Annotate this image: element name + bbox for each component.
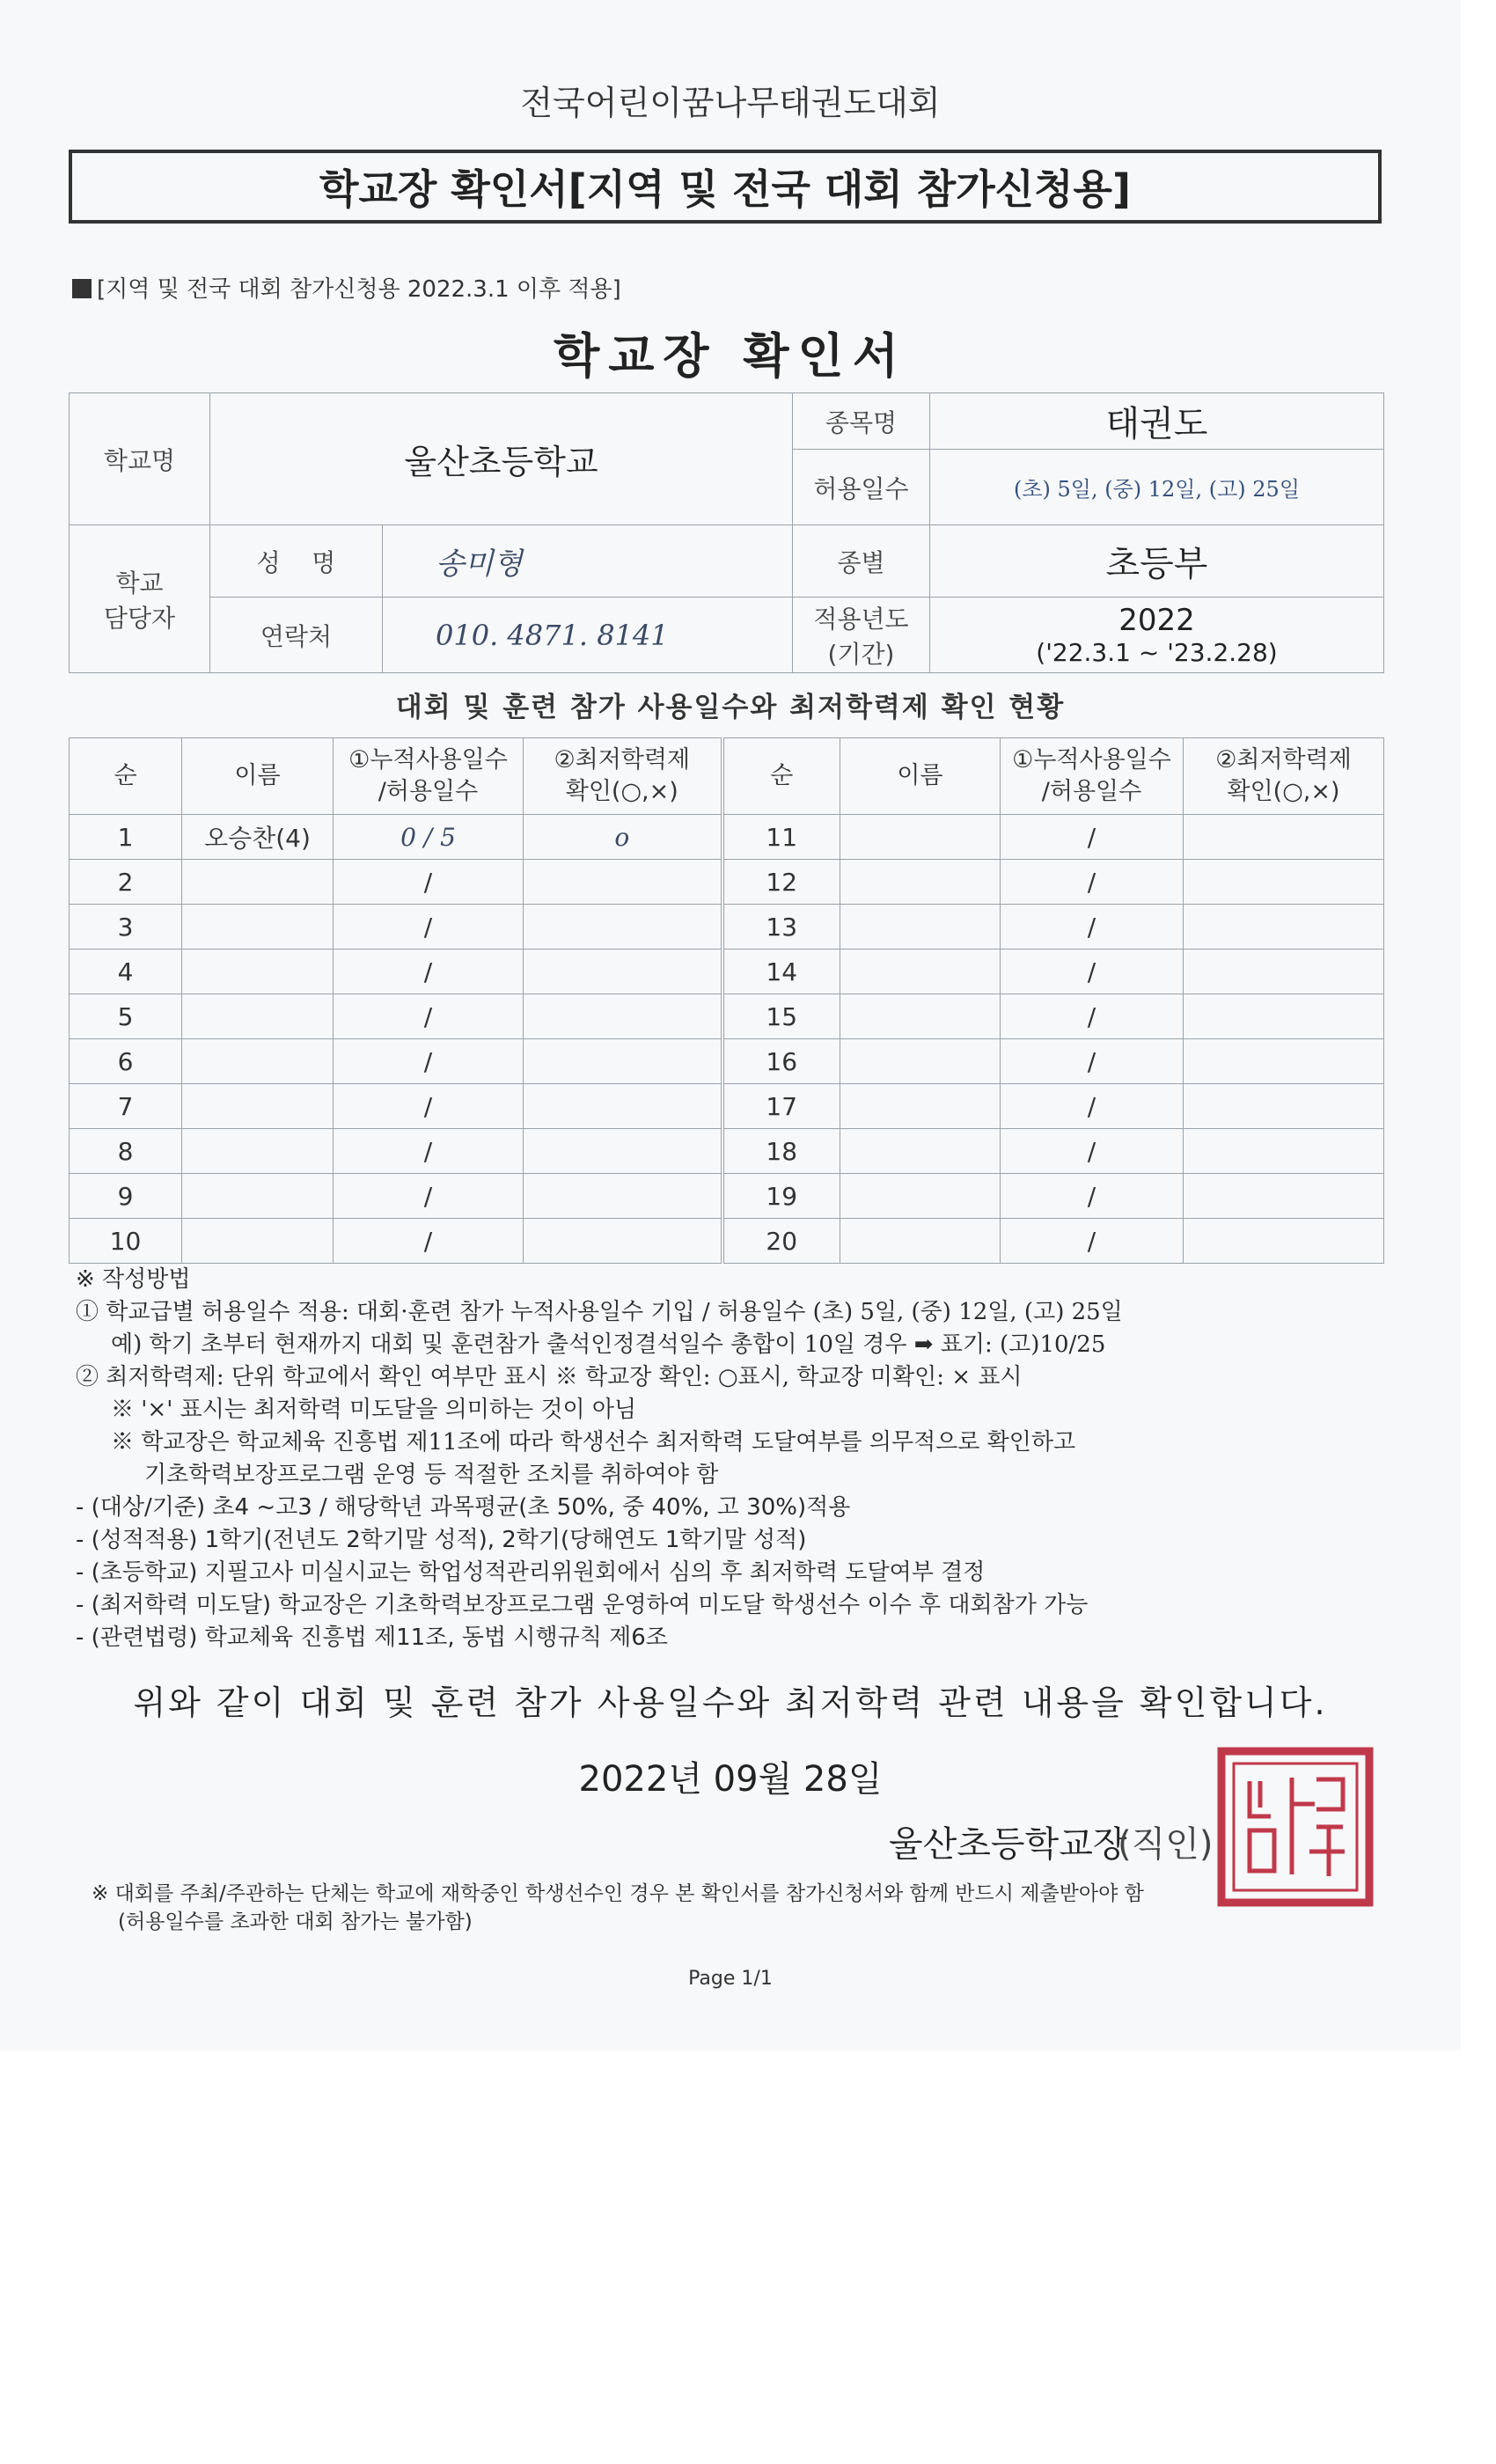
min-grade-check xyxy=(524,1129,722,1174)
table-row xyxy=(70,1039,1384,1084)
year-label-line1: 적용년도 xyxy=(813,604,909,634)
student-name xyxy=(840,1129,1001,1174)
col-check-line2: 확인(○,×) xyxy=(565,778,678,805)
days-used: / xyxy=(334,1084,524,1129)
col-name-header: 이름 xyxy=(182,738,334,815)
days-used: / xyxy=(334,1174,524,1219)
note-item1-b: 예) 학기 초부터 현재까지 대회 및 훈련참가 출석인정결석일수 총합이 10일 경우 ➡ 표기: (고)10/25 xyxy=(111,1331,1106,1358)
footnote-line2: (허용일수를 초과한 대회 참가는 불가함) xyxy=(118,1910,473,1933)
table-row xyxy=(70,815,1384,860)
note-item1-a: ① 학교급별 허용일수 적용: 대회·훈련 참가 누적사용일수 기입 / 허용일수 (초) 5일, (중) 12일, (고) 25일 xyxy=(76,1299,1123,1325)
table-row xyxy=(70,860,1384,905)
min-grade-check xyxy=(524,1084,722,1129)
school-label: 학교명 xyxy=(70,393,210,525)
student-name xyxy=(182,1174,334,1219)
seal-glyphs xyxy=(1250,1778,1345,1876)
min-grade-check xyxy=(1184,1219,1384,1264)
min-grade-check xyxy=(524,1219,722,1264)
days-used: / xyxy=(334,860,524,905)
table-row xyxy=(70,1084,1384,1129)
row-number: 20 xyxy=(722,1219,840,1264)
student-name xyxy=(840,905,1001,950)
student-name xyxy=(840,1039,1001,1084)
note-bullet3: - (초등학교) 지필고사 미실시교는 학업성적관리위원회에서 심의 후 최저학력 도달여부 결정 xyxy=(76,1559,986,1586)
student-name xyxy=(840,815,1001,860)
note-item2-c: ※ 학교장은 학교체육 진흥법 제11조에 따라 학생선수 최저학력 도달여부를 의무적으로 확인하고 xyxy=(111,1429,1076,1456)
days-used: / xyxy=(1001,860,1184,905)
col-days-line1: ①누적사용일수 xyxy=(348,745,508,774)
year-number: 2022 xyxy=(1118,603,1195,638)
student-name xyxy=(182,994,334,1039)
min-grade-check xyxy=(1184,994,1384,1039)
min-grade-check xyxy=(524,994,722,1039)
col-days-header-right xyxy=(1001,738,1184,815)
event-title: 전국어린이꿈나무태권도대회 xyxy=(520,84,941,122)
table-row xyxy=(70,1174,1384,1219)
row-number: 17 xyxy=(722,1084,840,1129)
contact-person-label-line2: 담당자 xyxy=(103,603,176,633)
row-number: 12 xyxy=(722,860,840,905)
min-grade-check xyxy=(1184,1129,1384,1174)
col-check-header-right xyxy=(1184,738,1384,815)
row-number: 7 xyxy=(70,1084,182,1129)
phone-label: 연락처 xyxy=(210,598,383,673)
year-label xyxy=(793,598,930,673)
min-grade-check xyxy=(1184,950,1384,994)
division-value: 초등부 xyxy=(930,525,1384,598)
scope-note xyxy=(72,271,621,304)
days-used: 0 / 5 xyxy=(334,815,524,860)
year-period: ('22.3.1 ~ '23.2.28) xyxy=(1036,638,1278,667)
days-used: / xyxy=(334,1129,524,1174)
col-no-header-right: 순 xyxy=(722,738,840,815)
min-grade-check xyxy=(1184,1174,1384,1219)
banner-title: 학교장 확인서[지역 및 전국 대회 참가신청용] xyxy=(69,150,1382,224)
col-days-line2: /허용일수 xyxy=(378,778,479,805)
contact-name-handwritten: 송미형 xyxy=(383,525,793,598)
row-number: 16 xyxy=(722,1039,840,1084)
row-number: 13 xyxy=(722,905,840,950)
principal-name: 울산초등학교장 xyxy=(889,1824,1127,1865)
min-grade-check xyxy=(524,860,722,905)
section-heading: 대회 및 훈련 참가 사용일수와 최저학력제 확인 현황 xyxy=(395,692,1066,723)
contact-person-label xyxy=(70,525,210,673)
year-label-line2: (기간) xyxy=(827,639,895,669)
student-name xyxy=(840,1084,1001,1129)
days-used: / xyxy=(1001,994,1184,1039)
days-used: / xyxy=(1001,1174,1184,1219)
col-check-header xyxy=(524,738,722,815)
days-used: / xyxy=(1001,1129,1184,1174)
min-grade-check xyxy=(1184,1039,1384,1084)
table-row xyxy=(70,1129,1384,1174)
min-grade-check xyxy=(524,1039,722,1084)
days-used: / xyxy=(1001,950,1184,994)
notes-heading: ※ 작성방법 xyxy=(76,1266,191,1293)
days-used: / xyxy=(334,1219,524,1264)
sport-label: 종목명 xyxy=(793,393,930,450)
row-number: 11 xyxy=(722,815,840,860)
row-number: 4 xyxy=(70,950,182,994)
row-number: 14 xyxy=(722,950,840,994)
col-check-line1: ②최저학력제 xyxy=(554,745,691,774)
info-table xyxy=(69,392,1384,673)
note-item2-b: ※ '×' 표시는 최저학력 미도달을 의미하는 것이 아님 xyxy=(111,1397,637,1423)
min-grade-check xyxy=(524,1174,722,1219)
row-number: 9 xyxy=(70,1174,182,1219)
min-grade-check xyxy=(524,905,722,950)
col-days-line1-right: ①누적사용일수 xyxy=(1012,745,1171,774)
row-number: 15 xyxy=(722,994,840,1039)
year-value xyxy=(930,598,1384,673)
row-number: 3 xyxy=(70,905,182,950)
roster-table xyxy=(69,737,1384,1264)
min-grade-check xyxy=(1184,860,1384,905)
footnote-line1: ※ 대회를 주최/주관하는 단체는 학교에 재학중인 학생선수인 경우 본 확인서를 참가신청서와 함께 반드시 제출받아야 함 xyxy=(92,1882,1144,1905)
days-used: / xyxy=(1001,905,1184,950)
col-check-line1-right: ②최저학력제 xyxy=(1215,745,1352,774)
days-used: / xyxy=(1001,1084,1184,1129)
phone-handwritten: 010. 4871. 8141 xyxy=(383,598,793,673)
school-name: 울산초등학교 xyxy=(210,393,793,525)
days-used: / xyxy=(1001,815,1184,860)
note-bullet2: - (성적적용) 1학기(전년도 2학기말 성적), 2학기(당해연도 1학기말 성적) xyxy=(76,1527,807,1553)
row-number: 1 xyxy=(70,815,182,860)
roster-header-row xyxy=(70,738,1384,815)
days-used: / xyxy=(334,950,524,994)
page-number: Page 1/1 xyxy=(688,1968,773,1990)
student-name xyxy=(840,950,1001,994)
days-used: / xyxy=(1001,1219,1184,1264)
allowed-days-value: (초) 5일, (중) 12일, (고) 25일 xyxy=(930,450,1384,525)
student-name xyxy=(840,994,1001,1039)
document-title: 학교장 확인서 xyxy=(554,328,907,384)
note-bullet5: - (관련법령) 학교체육 진흥법 제11조, 동법 시행규칙 제6조 xyxy=(76,1624,668,1651)
note-item2-d: 기초학력보장프로그램 운영 등 적절한 조치를 취하여야 함 xyxy=(144,1462,719,1488)
table-row xyxy=(70,950,1384,994)
division-label: 종별 xyxy=(793,525,930,598)
table-row xyxy=(70,1219,1384,1264)
row-number: 10 xyxy=(70,1219,182,1264)
note-bullet4: - (최저학력 미도달) 학교장은 기초학력보장프로그램 운영하여 미도달 학생선수 이수 후 대회참가 가능 xyxy=(76,1592,1089,1618)
allowed-days-label: 허용일수 xyxy=(793,450,930,525)
student-name xyxy=(840,1219,1001,1264)
note-bullet1: - (대상/기준) 초4 ~고3 / 해당학년 과목평균(초 50%, 중 40%, 고 30%)적용 xyxy=(76,1494,851,1521)
student-name: 오승찬(4) xyxy=(182,815,334,860)
row-number: 18 xyxy=(722,1129,840,1174)
min-grade-check xyxy=(1184,1084,1384,1129)
min-grade-check xyxy=(1184,815,1384,860)
row-number: 8 xyxy=(70,1129,182,1174)
contact-person-label-line1: 학교 xyxy=(115,568,164,598)
student-name xyxy=(182,1129,334,1174)
student-name xyxy=(182,950,334,994)
student-name xyxy=(840,860,1001,905)
sport-value: 태권도 xyxy=(930,393,1384,450)
row-number: 2 xyxy=(70,860,182,905)
days-used: / xyxy=(334,1039,524,1084)
col-no-header: 순 xyxy=(70,738,182,815)
square-bullet-icon xyxy=(72,279,92,298)
roster-body xyxy=(70,815,1384,1264)
days-used: / xyxy=(334,905,524,950)
student-name xyxy=(182,905,334,950)
footnote xyxy=(92,1880,1394,1936)
row-number: 6 xyxy=(70,1039,182,1084)
note-item2-a: ② 최저학력제: 단위 학교에서 확인 여부만 표시 ※ 학교장 확인: ○표시, 학교장 미확인: × 표시 xyxy=(76,1364,1023,1390)
instructions xyxy=(76,1264,1396,1654)
student-name xyxy=(182,1039,334,1084)
col-name-header-right: 이름 xyxy=(840,738,1001,815)
confirmation-statement: 위와 같이 대회 및 훈련 참가 사용일수와 최저학력 관련 내용을 확인합니다. xyxy=(133,1683,1328,1722)
days-used: / xyxy=(1001,1039,1184,1084)
student-name xyxy=(840,1174,1001,1219)
table-row xyxy=(70,994,1384,1039)
student-name xyxy=(182,860,334,905)
student-name xyxy=(182,1084,334,1129)
student-name xyxy=(182,1219,334,1264)
min-grade-check xyxy=(1184,905,1384,950)
col-days-line2-right: /허용일수 xyxy=(1041,778,1142,805)
min-grade-check xyxy=(524,950,722,994)
scope-note-text: [지역 및 전국 대회 참가신청용 2022.3.1 이후 적용] xyxy=(97,276,621,303)
col-days-header xyxy=(334,738,524,815)
issue-date: 2022년 09월 28일 xyxy=(578,1759,883,1800)
table-row xyxy=(70,905,1384,950)
row-number: 5 xyxy=(70,994,182,1039)
min-grade-check: o xyxy=(524,815,722,860)
days-used: / xyxy=(334,994,524,1039)
seal-placeholder: (직인) xyxy=(1118,1824,1214,1865)
name-label: 성 명 xyxy=(210,525,383,598)
col-check-line2-right: 확인(○,×) xyxy=(1227,778,1340,805)
row-number: 19 xyxy=(722,1174,840,1219)
